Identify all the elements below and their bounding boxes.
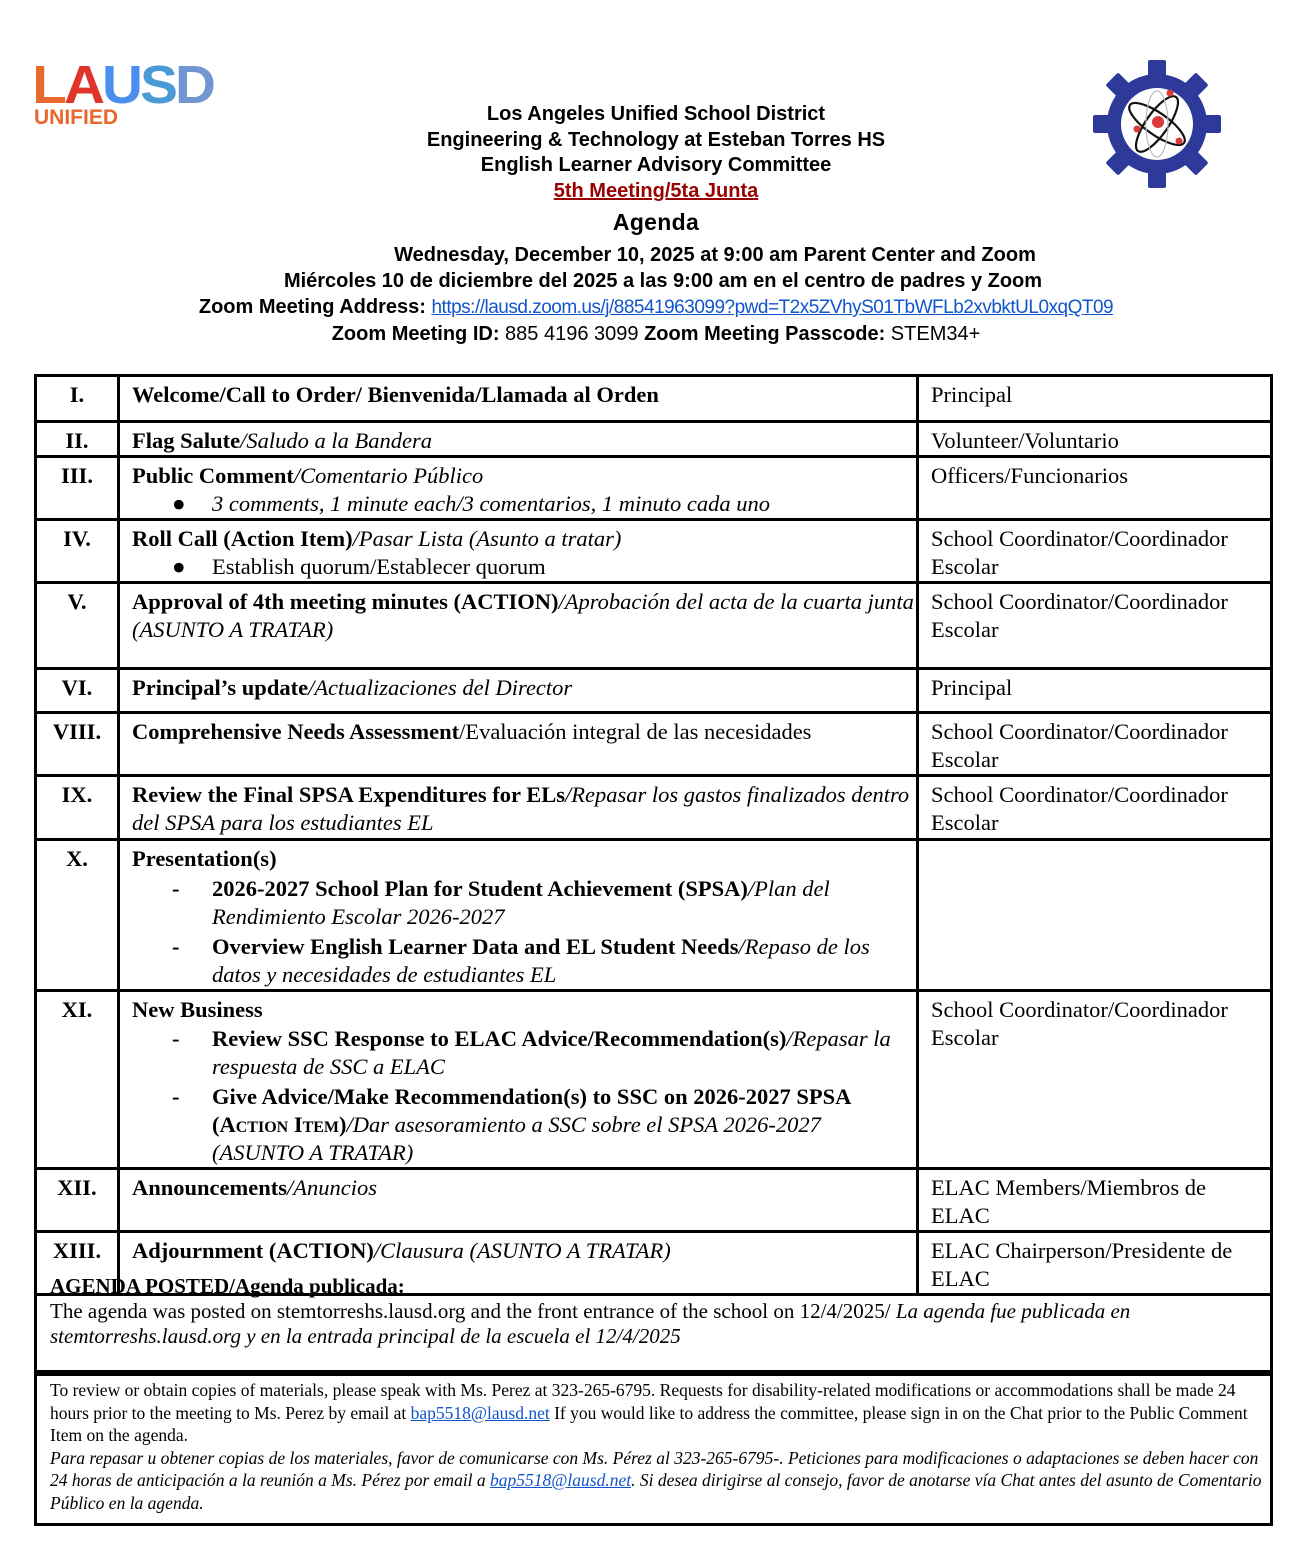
zoom-address-line (0, 294, 1312, 321)
item-number: IX. (36, 776, 119, 840)
zoom-id-label: Zoom Meeting ID: (331, 323, 506, 345)
posted-text (50, 1299, 1270, 1349)
posted-text-en: The agenda was posted on stemtorreshs.lausd.org and the front entrance of the school on 12/4/2025/ (50, 1299, 891, 1323)
page-title: Agenda (612, 208, 700, 235)
agenda-table (34, 374, 1273, 1296)
item-presenter: Principal (918, 376, 1272, 422)
sub-item (132, 933, 916, 989)
item-number: XIII. (36, 1232, 119, 1295)
item-title (119, 520, 918, 583)
sub-item (132, 1025, 916, 1081)
meeting-date-es: Miércoles 10 de diciembre del 2025 a las 9:00 am en el centro de padres y Zoom (283, 270, 1043, 292)
accessibility-notice (34, 1373, 1273, 1526)
item-title-en: Adjournment (ACTION) (132, 1238, 374, 1263)
table-row (36, 669, 1272, 713)
item-title (119, 376, 918, 422)
item-presenter: Volunteer/Voluntario (918, 422, 1272, 457)
email-link[interactable]: bap5518@lausd.net (490, 1470, 632, 1490)
zoom-id-line (0, 321, 1312, 347)
sub-item-translation: /Dar asesoramiento a SSC sobre el SPSA 2026-2027 (ASUNTO A TRATAR) (212, 1112, 821, 1165)
zoom-id-value: 885 4196 3099 (505, 323, 645, 345)
item-title-es: /Comentario Público (293, 463, 484, 488)
logo-letter-s: S (140, 55, 177, 115)
table-row (36, 457, 1272, 520)
zoom-meeting-link[interactable]: https://lausd.zoom.us/j/88541963099?pwd=T2x5ZVhyS01TbWFLb2xvbktUL0xqQT09 (431, 297, 1114, 318)
action-item-label: (Action Item) (212, 1112, 347, 1137)
item-title-en: Presentation(s) (132, 846, 277, 871)
item-title (119, 776, 918, 840)
item-presenter (918, 840, 1272, 991)
document-header (0, 102, 1312, 240)
email-link[interactable]: bap5518@lausd.net (410, 1402, 550, 1423)
item-number: II. (36, 422, 119, 457)
item-title-en: Review the Final SPSA Expenditures for ELs (132, 782, 565, 807)
item-title-es: /Repasar los gastos finalizados dentro del SPSA para los estudiantes EL (132, 782, 910, 835)
item-presenter: School Coordinator/Coordinador Escolar (918, 991, 1272, 1169)
item-title-es: /Aprobación del acta de la cuarta junta (ASUNTO A TRATAR) (132, 589, 914, 642)
notice-es-text-2: . Si desea dirigirse al consejo, favor de anotarse vía Chat antes del asunto de Comentario Público en la agenda. (50, 1470, 1262, 1513)
item-number: XI. (36, 991, 119, 1169)
item-title (119, 583, 918, 669)
table-row (36, 376, 1272, 422)
bullet-icon: ● (172, 554, 186, 579)
item-title-en: Roll Call (Action Item) (132, 526, 353, 551)
table-row (36, 713, 1272, 776)
item-title-es: /Evaluación integral de las necesidades (459, 719, 812, 744)
zoom-passcode-label: Zoom Meeting Passcode: (644, 323, 886, 345)
notice-en-text-2: If you would like to address the committee, please sign in on the Chat prior to the Public Comment Item on the agenda. (50, 1402, 1248, 1445)
zoom-address-label: Zoom Meeting Address: (198, 296, 432, 318)
item-title (119, 669, 918, 713)
logo-letter-u: U (102, 55, 142, 115)
notice-en-text: To review or obtain copies of materials, please speak with Ms. Perez at 323-265-6795. Requests for disability-related modifications or accommodations shall be made 24 hours prior to the meeting to Ms. Perez by email at (50, 1380, 1236, 1423)
table-row (36, 520, 1272, 583)
item-number: X. (36, 840, 119, 991)
posted-text-es: La agenda fue publicada en stemtorreshs.lausd.org y en la entrada principal de la escuela el 12/4/2025 (50, 1299, 1131, 1348)
item-title-en: Flag Salute (132, 428, 241, 453)
dash-icon: - (172, 1084, 180, 1109)
district-name: Los Angeles Unified School District (486, 103, 826, 125)
sub-item-text: 3 comments, 1 minute each/3 comentarios, 1 minuto cada uno (212, 491, 771, 516)
sub-item (132, 553, 916, 581)
logo-letter-d: D (175, 55, 215, 115)
item-title-es: /Saludo a la Bandera (240, 428, 433, 453)
sub-item-title: 2026-2027 School Plan for Student Achievement (SPSA) (212, 876, 748, 901)
sub-item-translation: /Plan del Rendimiento Escolar 2026-2027 (212, 876, 830, 929)
table-row (36, 991, 1272, 1169)
posted-heading: AGENDA POSTED/Agenda publicada: (50, 1274, 405, 1298)
table-row (36, 1169, 1272, 1232)
item-number: XII. (36, 1169, 119, 1232)
school-name: Engineering & Technology at Esteban Torres HS (426, 128, 886, 151)
committee-name: English Learner Advisory Committee (480, 154, 832, 176)
item-number: VI. (36, 669, 119, 713)
item-title-es: /Actualizaciones del Director (308, 675, 573, 700)
item-title (119, 991, 918, 1169)
item-number: I. (36, 376, 119, 422)
item-presenter: School Coordinator/Coordinador Escolar (918, 520, 1272, 583)
logo-letter-a: A (64, 55, 104, 115)
table-row (36, 583, 1272, 669)
item-presenter: School Coordinator/Coordinador Escolar (918, 713, 1272, 776)
sub-item-title: Review SSC Response to ELAC Advice/Recommendation(s) (212, 1026, 787, 1051)
notice-es-text: Para repasar u obtener copias de los materiales, favor de comunicarse con Ms. Pérez al 323-265-6795-. Peticiones para modificaciones o adaptaciones se deben hacer con 24 horas de anticipación a la reunión a Ms. Pérez por email a (50, 1447, 1259, 1490)
item-number: VIII. (36, 713, 119, 776)
item-title (119, 457, 918, 520)
table-row (36, 422, 1272, 457)
item-title-es: /Pasar Lista (Asunto a tratar) (352, 526, 622, 551)
item-presenter: School Coordinator/Coordinador Escolar (918, 583, 1272, 669)
sub-item-translation: /Repasar la respuesta de SSC a ELAC (212, 1026, 891, 1079)
table-row (36, 776, 1272, 840)
sub-item-text: Establish quorum/Establecer quorum (212, 554, 546, 579)
dash-icon: - (172, 876, 180, 901)
sub-item-title: Overview English Learner Data and EL Student Needs (212, 934, 739, 959)
item-title-en: Announcements (132, 1175, 288, 1200)
item-presenter: School Coordinator/Coordinador Escolar (918, 776, 1272, 840)
dash-icon: - (172, 1026, 180, 1051)
item-number: IV. (36, 520, 119, 583)
dash-icon: - (172, 934, 180, 959)
logo-subtitle: UNIFIED (34, 106, 118, 129)
item-title-en: Public Comment (132, 463, 294, 488)
item-title (119, 1169, 918, 1232)
item-title (119, 422, 918, 457)
item-number: V. (36, 583, 119, 669)
item-title-en: New Business (132, 997, 263, 1022)
sub-item-translation: /Repaso de los datos y necesidades de estudiantes EL (212, 934, 870, 987)
meeting-date-en: Wednesday, December 10, 2025 at 9:00 am Parent Center and Zoom (394, 244, 1036, 266)
agenda-posted-section (34, 1270, 1273, 1373)
meeting-number: 5th Meeting/5ta Junta (553, 179, 759, 202)
notice-en (50, 1379, 1270, 1447)
table-row (36, 840, 1272, 991)
item-presenter: ELAC Chairperson/Presidente de ELAC (918, 1232, 1272, 1295)
item-presenter: Principal (918, 669, 1272, 713)
item-title-en: Comprehensive Needs Assessment (132, 719, 460, 744)
zoom-passcode-value: STEM34+ (885, 323, 981, 345)
sub-item-title: Give Advice/Make Recommendation(s) to SSC on 2026-2027 SPSA (212, 1084, 852, 1109)
bullet-icon: ● (172, 491, 186, 516)
item-number: III. (36, 457, 119, 520)
item-title-es: /Anuncios (287, 1175, 378, 1200)
logo-letter-l: L (32, 55, 66, 115)
item-presenter: ELAC Members/Miembros de ELAC (918, 1169, 1272, 1232)
item-presenter: Officers/Funcionarios (918, 457, 1272, 520)
item-title-en: Principal’s update (132, 675, 309, 700)
item-title (119, 840, 918, 991)
item-title (119, 713, 918, 776)
item-title-es: /Clausura (ASUNTO A TRATAR) (373, 1238, 671, 1263)
meeting-info (0, 242, 1312, 347)
item-title-en: Approval of 4th meeting minutes (ACTION) (132, 589, 559, 614)
sub-item (132, 875, 916, 931)
sub-item (132, 490, 916, 518)
notice-es (50, 1447, 1270, 1515)
sub-item (132, 1083, 916, 1167)
item-title-en: Welcome/Call to Order/ Bienvenida/Llamada al Orden (132, 382, 659, 407)
